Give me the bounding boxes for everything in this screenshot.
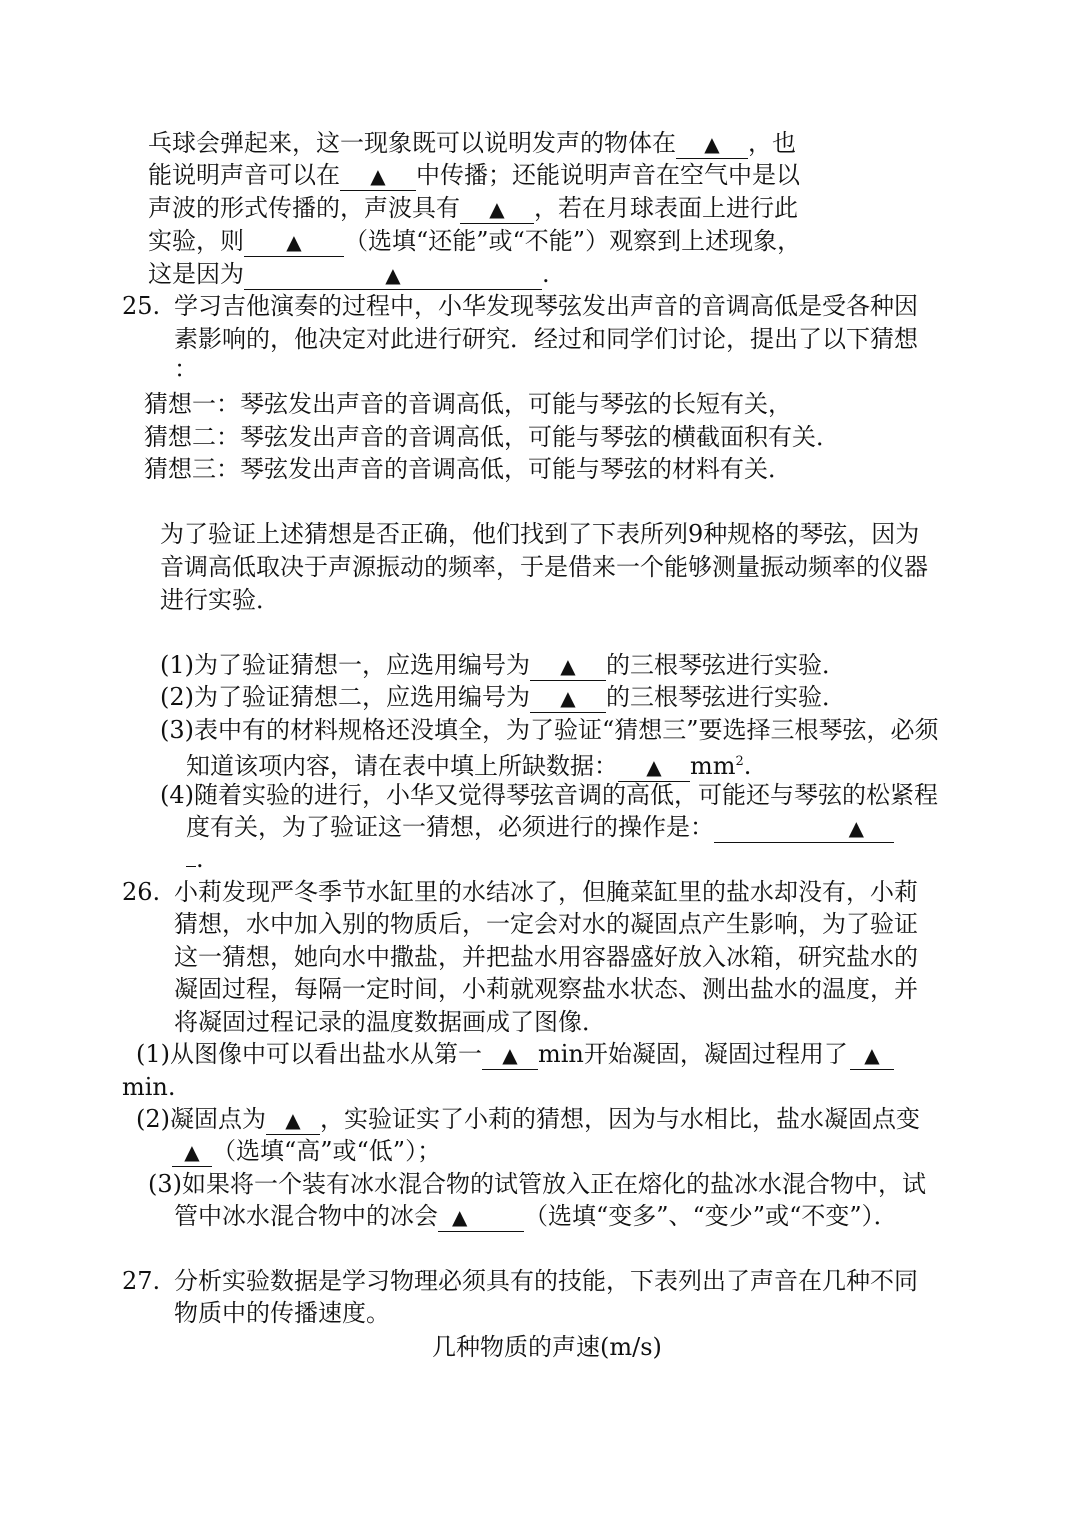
answer-blank[interactable]: ▲ [714, 813, 894, 843]
answer-blank-tail [186, 866, 196, 867]
answer-blank[interactable]: ▲ [244, 260, 542, 290]
q25-line-1: 学习吉他演奏的过程中，小华发现琴弦发出声音的音调高低是受各种因 [174, 292, 918, 320]
answer-blank[interactable]: ▲ [618, 752, 690, 782]
conjecture-2: 猜想二：琴弦发出声音的音调高低，可能与琴弦的横截面积有关． [144, 423, 840, 451]
q25-sub-4-end: . [186, 842, 204, 876]
table-caption: 几种物质的声速(m/s) [432, 1333, 662, 1361]
answer-blank[interactable]: ▲ [172, 1137, 212, 1167]
q25-line-2: 素影响的，他决定对此进行研究．经过和同学们讨论，提出了以下猜想 [174, 325, 918, 353]
q24-line-4: 实验，则 ▲ （选填“还能”或“不能”）观察到上述现象， [148, 227, 802, 255]
q26-line-4: 凝固过程，每隔一定时间，小莉就观察盐水状态、测出盐水的温度，并 [174, 975, 918, 1003]
answer-blank[interactable]: ▲ [482, 1040, 538, 1070]
q25-sub-4: (4)随着实验的进行，小华又觉得琴弦音调的高低，可能还与琴弦的松紧程 [160, 781, 938, 809]
q27-line-1: 分析实验数据是学习物理必须具有的技能，下表列出了声音在几种不同 [174, 1267, 918, 1295]
answer-blank[interactable]: ▲ [850, 1040, 894, 1070]
q24-line-3: 声波的形式传播的，声波具有 ▲ ，若在月球表面上进行此 [148, 194, 798, 222]
q27-number: 27. [122, 1267, 161, 1295]
q26-line-3: 这一猜想，她向水中撒盐，并把盐水用容器盛好放入冰箱，研究盐水的 [174, 943, 918, 971]
q26-number: 26. [122, 878, 161, 906]
answer-blank[interactable]: ▲ [460, 194, 534, 224]
q26-sub-1-unit: min. [122, 1073, 176, 1101]
q25-sub-3: (3)表中有的材料规格还没填全，为了验证“猜想三”要选择三根琴弦，必须 [160, 716, 939, 744]
q26-sub-3-cont: 管中冰水混合物中的冰会 ▲ （选填“变多”、“变少”或“不变”）． [174, 1202, 898, 1230]
q24-line-2: 能说明声音可以在 ▲ 中传播；还能说明声音在空气中是以 [148, 161, 800, 189]
q26-line-2: 猜想，水中加入别的物质后，一定会对水的凝固点产生影响，为了验证 [174, 910, 918, 938]
q26-sub-2: (2)凝固点为 ▲ ，实验证实了小莉的猜想，因为与水相比，盐水凝固点变 [136, 1105, 920, 1133]
answer-blank[interactable]: ▲ [266, 1105, 320, 1135]
answer-blank[interactable]: ▲ [676, 129, 748, 159]
conjecture-3: 猜想三：琴弦发出声音的音调高低，可能与琴弦的材料有关． [144, 455, 792, 483]
q25-sub-1: (1)为了验证猜想一，应选用编号为 ▲ 的三根琴弦进行实验． [160, 651, 846, 679]
q24-line-1: 乓球会弹起来，这一现象既可以说明发声的物体在 ▲ ，也 [148, 129, 796, 157]
answer-blank[interactable]: ▲ [340, 161, 416, 191]
answer-blank[interactable]: ▲ [244, 227, 344, 257]
q26-sub-2-cont: ▲ （选填“高”或“低”）； [172, 1134, 441, 1168]
q26-sub-3: (3)如果将一个装有冰水混合物的试管放入正在熔化的盐冰水混合物中，试 [148, 1170, 926, 1198]
answer-blank[interactable]: ▲ [530, 683, 606, 713]
answer-blank[interactable]: ▲ [438, 1202, 524, 1232]
q25-para-3: 进行实验． [160, 586, 280, 614]
q25-sub-3-cont: 知道该项内容，请在表中填上所缺数据： ▲ $mm^2$. [186, 752, 752, 780]
q25-para-2: 音调高低取决于声源振动的频率，于是借来一个能够测量振动频率的仪器 [160, 553, 928, 581]
q25-para-1: 为了验证上述猜想是否正确，他们找到了下表所列9种规格的琴弦，因为 [160, 520, 920, 548]
q26-sub-1: (1)从图像中可以看出盐水从第一 ▲ min开始凝固，凝固过程用了 ▲ [136, 1037, 894, 1071]
q25-line-3: ： [174, 355, 198, 383]
q27-line-2: 物质中的传播速度。 [174, 1299, 390, 1327]
q25-sub-4-cont: 度有关，为了验证这一猜想，必须进行的操作是： ▲ [186, 810, 894, 844]
q26-line-1: 小莉发现严冬季节水缸里的水结冰了，但腌菜缸里的盐水却没有，小莉 [174, 878, 918, 906]
q25-sub-2: (2)为了验证猜想二，应选用编号为 ▲ 的三根琴弦进行实验． [160, 683, 846, 711]
q25-number: 25. [122, 292, 161, 320]
answer-blank[interactable]: ▲ [530, 651, 606, 681]
q26-line-5: 将凝固过程记录的温度数据画成了图像． [174, 1008, 606, 1036]
q24-line-5: 这是因为 ▲ . [148, 260, 550, 288]
conjecture-1: 猜想一：琴弦发出声音的音调高低，可能与琴弦的长短有关， [144, 390, 792, 418]
